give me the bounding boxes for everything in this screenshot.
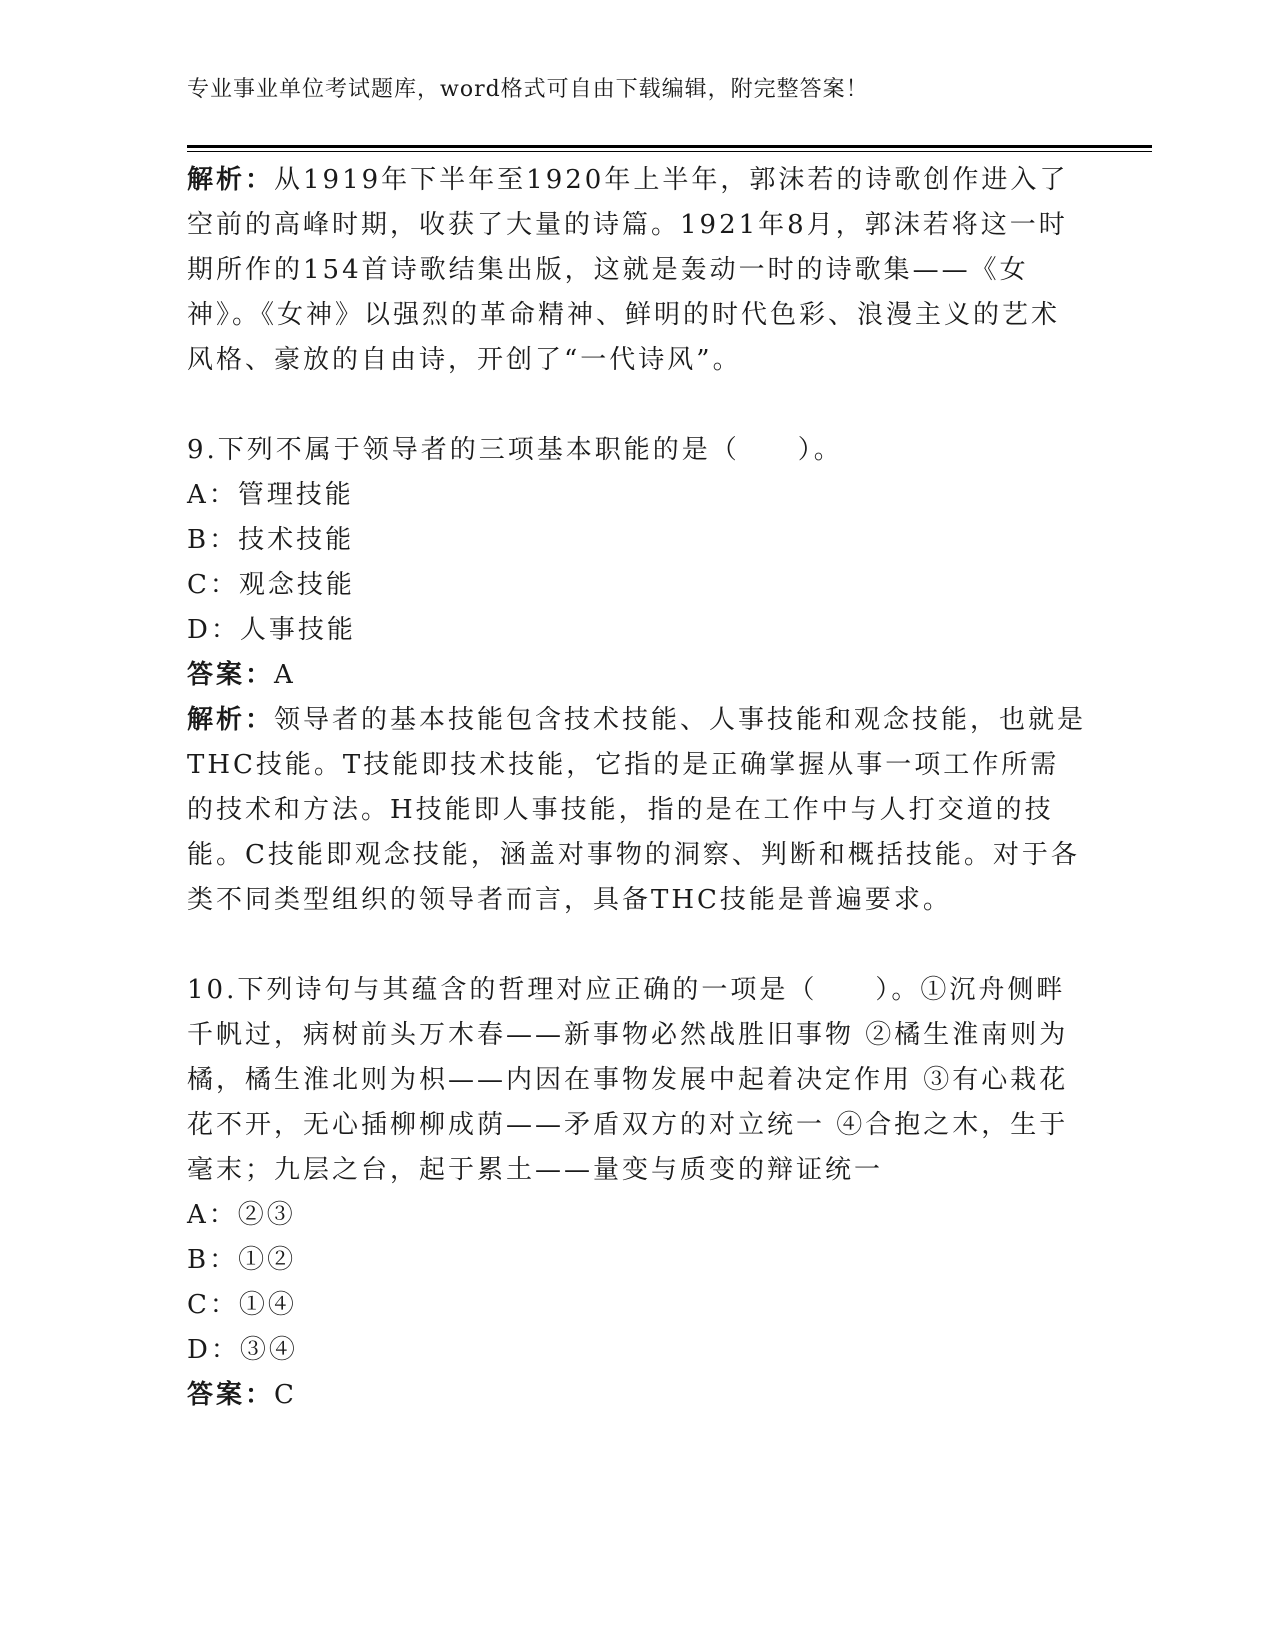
page-header: 专业事业单位考试题库，word格式可自由下载编辑，附完整答案！: [187, 77, 869, 102]
option-b: B：①②: [187, 1245, 297, 1275]
answer-line: [187, 1373, 1087, 1418]
analysis-text: 领导者的基本技能包含技术技能、人事技能和观念技能，也就是THC技能。T技能即技术技能，它指的是正确掌握从事一项工作所需的技术和方法。H技能即人事技能，指的是在工作中与人打交道的技能。C技能即观念技能，涵盖对事物的洞察、判断和概括技能。对于各类不同类型组织的领导者而言，具备THC技能是普遍要求。: [187, 705, 1087, 915]
analysis-paragraph: [187, 698, 1087, 923]
option-c: C：观念技能: [187, 570, 355, 600]
header-rule-thin: [187, 151, 1152, 152]
option-d: D：人事技能: [187, 615, 356, 645]
analysis-text: 从1919年下半年至1920年上半年，郭沫若的诗歌创作进入了空前的高峰时期，收获了大量的诗篇。1921年8月，郭沫若将这一时期所作的154首诗歌结集出版，这就是轰动一时的诗歌集——《女神》。《女神》以强烈的革命精神、鲜明的时代色彩、浪漫主义的艺术风格、豪放的自由诗，开创了“一代诗风”。: [187, 165, 1069, 375]
analysis-label: 解析：: [187, 705, 275, 735]
analysis-paragraph-previous: [187, 158, 1087, 383]
document-body: [187, 158, 1087, 1418]
option-a: A：②③: [187, 1200, 296, 1230]
option-c: C：①④: [187, 1290, 297, 1320]
option-d: D：③④: [187, 1335, 298, 1365]
analysis-label: 解析：: [187, 165, 275, 195]
option-a: A：管理技能: [187, 480, 354, 510]
spacer: [187, 923, 1087, 968]
header-rule-thick: [187, 145, 1152, 148]
question-stem: 9.下列不属于领导者的三项基本职能的是（ ）。: [187, 435, 843, 465]
question-stem: 10.下列诗句与其蕴含的哲理对应正确的一项是（ ）。①沉舟侧畔千帆过，病树前头万木春——新事物必然战胜旧事物 ②橘生淮南则为橘，橘生淮北则为枳——内因在事物发展中起着决定作用 ③有心栽花花不开，无心插柳柳成荫——矛盾双方的对立统一 ④合抱之木，生于毫末；九层之台，起于累土——量变与质变的辩证统一: [187, 975, 1069, 1185]
question-10: [187, 968, 1087, 1418]
option-b: B：技术技能: [187, 525, 355, 555]
answer-line: [187, 653, 1087, 698]
answer-label: 答案：: [187, 660, 275, 690]
answer-value: A: [274, 660, 296, 690]
spacer: [187, 383, 1087, 428]
answer-value: C: [274, 1380, 297, 1410]
question-9: [187, 428, 1087, 923]
answer-label: 答案：: [187, 1380, 275, 1410]
